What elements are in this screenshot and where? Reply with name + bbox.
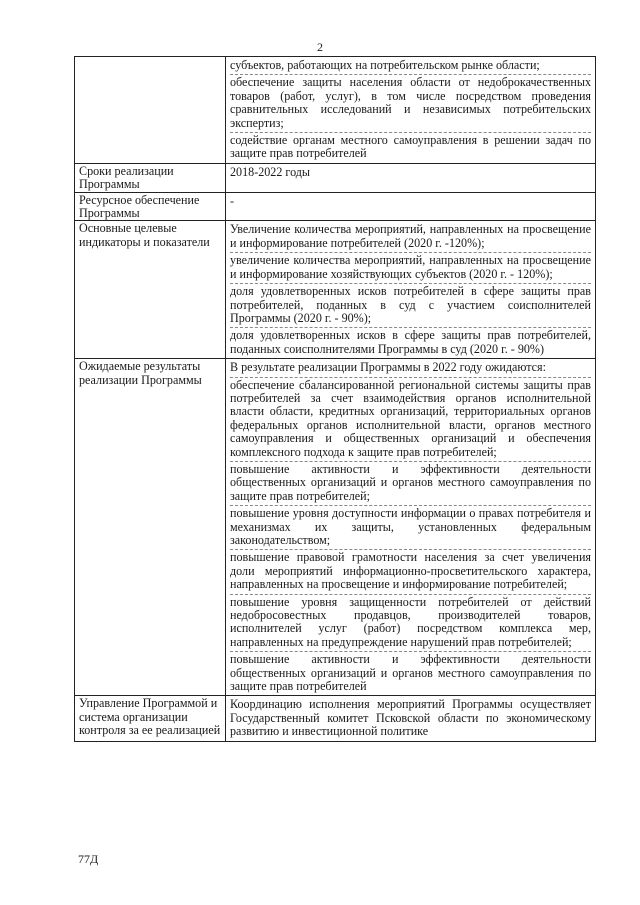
content-paragraph: обеспечение сбалансированной региональной системы защиты прав потребителей за счет взаимодействия органов исполнительной власти области, кредитных организаций, территориальных органов федеральных органов исполнительной власти, органов местного самоуправления и общественных организаций и обеспечения комплексного подхода к защите прав потребителей; — [230, 378, 591, 462]
content-paragraph: Координацию исполнения мероприятий Программы осуществляет Государственный комитет Псковской области по экономическому развитию и инвестиционной политике — [230, 697, 591, 739]
content-paragraph: повышение уровня доступности информации о правах потребителя и механизмах их защиты, установленных федеральным законодательством; — [230, 506, 591, 550]
content-paragraph: увеличение количества мероприятий, направленных на просвещение и информирование хозяйствующих субъектов (2020 г. - 120%); — [230, 253, 591, 284]
content-paragraph: 2018-2022 годы — [230, 164, 311, 179]
row-label: Ожидаемые результаты реализации Программы — [75, 359, 226, 696]
content-paragraph: повышение активности и эффективности деятельности общественных организаций и органов местного самоуправления по защите прав потребителей — [230, 652, 591, 694]
table-row — [75, 696, 596, 741]
page-number: 2 — [317, 40, 323, 54]
row-label — [75, 57, 226, 164]
row-content — [226, 359, 596, 696]
content-paragraph: Увеличение количества мероприятий, направленных на просвещение и информирование потребителей (2020 г. -120%); — [230, 222, 591, 253]
content-paragraph: обеспечение защиты населения области от недоброкачественных товаров (работ, услуг), в том числе посредством проведения сравнительных исследований и независимых потребительских экспертиз; — [230, 75, 591, 133]
row-content — [226, 163, 596, 192]
table-row — [75, 163, 596, 192]
footer-code: 77Д — [78, 852, 99, 866]
program-passport-table — [74, 56, 596, 742]
table-row — [75, 359, 596, 696]
table-body — [75, 57, 596, 742]
content-paragraph: субъектов, работающих на потребительском рынке области; — [230, 58, 591, 75]
content-paragraph: повышение уровня защищенности потребителей от действий недобросовестных продавцов, производителей товаров, исполнителей услуг (работ) посредством комплекса мер, направленных на предупреждение нарушений прав потребителей; — [230, 595, 591, 653]
content-paragraph: доля удовлетворенных исков потребителей в сфере защиты прав потребителей, поданных в суд с участием соисполнителей Программы (2020 г. - 90%); — [230, 284, 591, 328]
content-paragraph: содействие органам местного самоуправления в решении задач по защите прав потребителей — [230, 133, 591, 161]
content-paragraph: В результате реализации Программы в 2022 году ожидаются: — [230, 360, 591, 377]
row-label: Ресурсное обеспечение Программы — [75, 192, 226, 221]
row-content — [226, 696, 596, 741]
table-row — [75, 221, 596, 359]
row-content — [226, 221, 596, 359]
content-paragraph: повышение активности и эффективности деятельности общественных организаций и органов местного самоуправления по защите прав потребителей; — [230, 462, 591, 506]
table-row — [75, 192, 596, 221]
content-paragraph: повышение правовой грамотности населения за счет увеличения доли мероприятий информационно-просветительского характера, направленных на просвещение и информирование потребителей; — [230, 550, 591, 594]
row-label: Сроки реализации Программы — [75, 163, 226, 192]
row-label: Основные целевые индикаторы и показатели — [75, 221, 226, 359]
content-paragraph: доля удовлетворенных исков в сфере защиты прав потребителей, поданных соисполнителями Программы в суд (2020 г. - 90%) — [230, 328, 591, 356]
row-content — [226, 192, 596, 221]
table-row — [75, 57, 596, 164]
row-label: Управление Программой и система организации контроля за ее реализацией — [75, 696, 226, 741]
content-paragraph: - — [230, 193, 235, 208]
row-content — [226, 57, 596, 164]
